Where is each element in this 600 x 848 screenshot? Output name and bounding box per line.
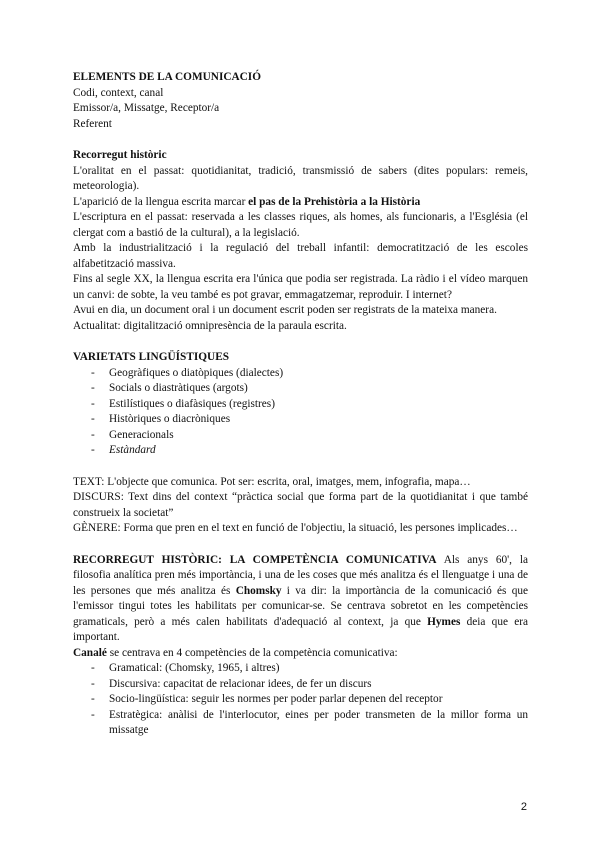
competencia-list [73,661,528,739]
list-item: - Estratègica: anàlisi de l'interlocutor, eines per poder transmeten de la millor forma un missatge [91,708,528,739]
bold-name: Chomsky [235,584,282,597]
list-item: - Socio-lingüística: seguir les normes per poder parlar depenen del receptor [91,692,528,708]
elements-line: Emissor/a, Missatge, Receptor/a [73,102,220,114]
list-item: - Històriques o diacròniques [91,412,528,428]
varietats-heading: VARIETATS LINGÜÍSTIQUES [73,351,230,363]
elements-line: Codi, context, canal [73,86,164,99]
list-item: - Socials o diastràtiques (argots) [91,381,528,397]
varietats-list [73,366,528,459]
section-title-elements: ELEMENTS DE LA COMUNICACIÓ [73,71,261,83]
list-item: - Estilístiques o diafàsiques (registres) [91,397,528,413]
definition-genere: GÈNERE: Forma que pren en el text en funció de l'objectiu, la situació, les persones implicades… [73,522,518,534]
elements-line: Referent [73,117,112,130]
list-item: - Generacionals [91,428,528,444]
bold-name: Hymes [427,615,461,628]
bold-phrase: el pas de la Prehistòria a la Història [248,195,421,208]
history-paragraph: L'aparició de la llengua escrita marcar el pas de la Prehistòria a la Història [73,195,421,208]
list-item: - Gramatical: (Chomsky, 1965, i altres) [91,661,528,677]
page-number: 2 [520,801,527,813]
competencia-heading: RECORREGUT HISTÒRIC: LA COMPETÈNCIA COMUNICATIVA [73,553,437,566]
history-paragraph: L'escriptura en el passat: reservada a les classes riques, als homes, als funcionaris, a l'Església (el clergat com a bastió de la cultural), a la legislació. [73,211,528,239]
definition-discurs: DISCURS: Text dins del context “pràctica social que forma part de la quotidianitat i que també construeix la societat” [73,491,528,519]
history-paragraph: L'oralitat en el passat: quotidianitat, tradició, transmissió de sabers (dites populars: remeis, meteorologia). [73,164,528,192]
list-item: - Estàndard [91,443,528,459]
list-item: - Discursiva: capacitat de relacionar idees, de fer un discurs [91,677,528,693]
history-paragraph: Amb la industrialització i la regulació del treball infantil: democratització de les escoles alfabetització massiva. [73,242,528,270]
competencia-paragraph: RECORREGUT HISTÒRIC: LA COMPETÈNCIA COMUNICATIVA Als anys 60', la filosofia analítica pren més importància, i una de les coses que més analitza és el llenguatge i una de les persones que més analitza és Chomsky i va dir: la importància de la comunicació és que l'emissor tingui totes les habilitats per comunicar-se. Se centrava sobretot en les competències gramaticals, però a més calen habilitats d'adequació al context, ja que Hymes deia que era important. [73,553,529,643]
list-item: - Geogràfiques o diatòpiques (dialectes) [91,366,528,382]
canale-line: Canalé se centrava en 4 competències de la competència comunicativa: [73,646,398,659]
bold-name: Canalé [73,646,107,659]
document-page [73,70,528,739]
definition-text: TEXT: L'objecte que comunica. Pot ser: escrita, oral, imatges, mem, infografia, mapa… [73,475,471,488]
history-paragraph: Avui en dia, un document oral i un document escrit poden ser registrats de la mateixa manera. [73,304,497,316]
history-paragraph: Fins al segle XX, la llengua escrita era l'única que podia ser registrada. La ràdio i el vídeo marquen un canvi: de sobte, la veu també es pot gravar, emmagatzemar, reproduir. I internet? [73,273,528,301]
history-paragraph: Actualitat: digitalització omnipresència de la paraula escrita. [73,319,347,332]
history-heading: Recorregut històric [73,149,167,161]
